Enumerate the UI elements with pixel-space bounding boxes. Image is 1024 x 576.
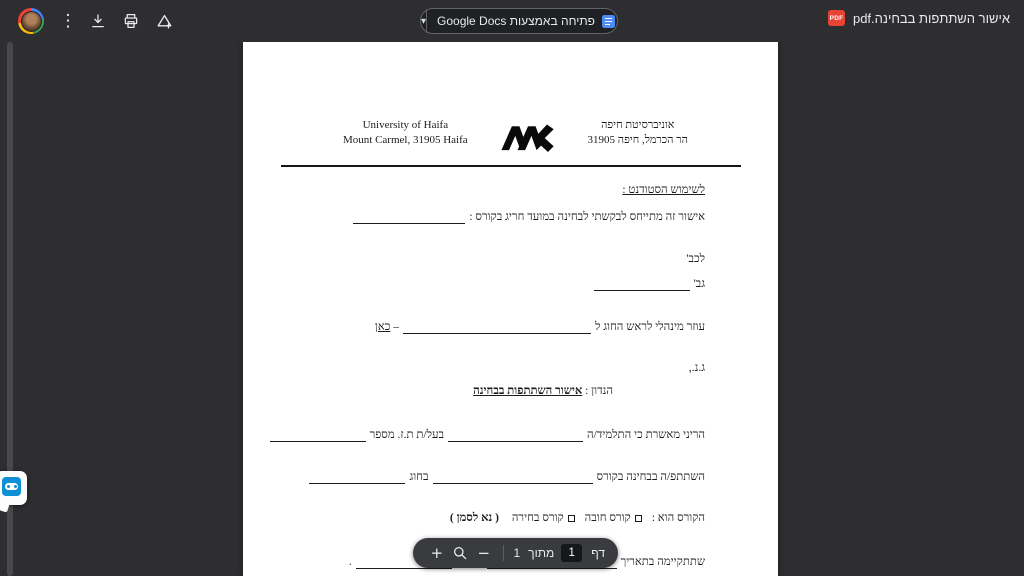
- university-address-en: Mount Carmel, 31905 Haifa: [343, 134, 468, 146]
- blank-id-field: [270, 431, 366, 442]
- teamviewer-overlay-button[interactable]: [0, 471, 27, 505]
- course-type-line: הקורס הוא :קורס חובהקורס בחירה ( נא לסמן ): [449, 512, 705, 524]
- admin-line: עוזר מינהלי לראש החוג ל– כאן: [374, 321, 705, 333]
- university-name-he: אוניברסיטת חיפה: [601, 119, 675, 132]
- ms-line: גב': [590, 278, 705, 290]
- page-label: דף: [591, 546, 606, 560]
- open-with-label: פתיחה באמצעות Google Docs: [437, 14, 595, 28]
- request-line: אישור זה מתייחס לבקשתי לבחינה במועד חריג בקורס :: [349, 211, 705, 223]
- please-mark-note: ( נא לסמן ): [449, 512, 499, 524]
- zoom-out-button[interactable]: −: [477, 544, 491, 562]
- letterhead: [343, 114, 688, 152]
- letterhead-divider: [281, 165, 741, 167]
- mandatory-label: קורס חובה: [584, 512, 631, 524]
- confirm-line: הריני מאשרת כי התלמיד/הבעל/ת ת.ז. מספר: [266, 429, 705, 441]
- top-toolbar: [0, 0, 1024, 42]
- open-with-google-docs[interactable]: [427, 9, 625, 33]
- page-number-input[interactable]: [561, 544, 582, 562]
- blank-exam-department-field: [309, 473, 405, 484]
- more-options-icon[interactable]: ⋮: [59, 10, 77, 31]
- open-with-button[interactable]: [420, 8, 618, 34]
- letterhead-hebrew: [588, 118, 689, 148]
- file-name: אישור השתתפות בבחינה.pdf: [852, 10, 1010, 26]
- download-icon[interactable]: [88, 11, 108, 31]
- pager-divider: [503, 545, 504, 561]
- zoom-magnifier-icon[interactable]: [448, 545, 473, 561]
- university-address-he: הר הכרמל, חיפה 31905: [587, 134, 688, 146]
- file-title-area: [828, 10, 1010, 26]
- subject-line: הנדון : אישור השתתפות בבחינה: [473, 385, 613, 397]
- open-with-dropdown-arrow-icon[interactable]: ▾: [421, 9, 427, 33]
- letterhead-english: [343, 118, 468, 148]
- blank-name-field: [594, 280, 690, 291]
- exam-line: השתתפ/ה בבחינה בקורסבחוג: [305, 471, 705, 483]
- greeting-line: ג.נ.,: [688, 362, 705, 374]
- add-to-drive-icon[interactable]: [154, 11, 174, 31]
- university-name-en: University of Haifa: [362, 119, 449, 132]
- blank-student-name-field: [448, 431, 583, 442]
- elective-label: קורס בחירה: [511, 512, 564, 524]
- mandatory-checkbox: [635, 515, 642, 522]
- account-avatar[interactable]: [18, 8, 44, 34]
- university-of-haifa-logo: [499, 114, 557, 152]
- blank-course-field: [353, 213, 465, 224]
- elective-checkbox: [568, 515, 575, 522]
- zoom-in-button[interactable]: +: [430, 544, 444, 562]
- pdf-page: [243, 42, 778, 576]
- blank-exam-course-field: [433, 473, 593, 484]
- blank-department-field: [403, 323, 591, 334]
- google-docs-icon: [602, 15, 615, 28]
- teamviewer-icon: [2, 477, 21, 496]
- date-line: שתתקיימה בתאריך.: [348, 556, 705, 568]
- here-word: כאן: [374, 321, 391, 333]
- to-line: לכב': [686, 253, 705, 265]
- subject-title: אישור השתתפות בבחינה: [473, 385, 583, 397]
- avatar-photo: [21, 11, 42, 32]
- pdf-file-icon: PDF: [828, 10, 845, 26]
- page-zoom-toolbar: [413, 538, 618, 568]
- student-use-heading: לשימוש הסטודנט :: [622, 184, 705, 196]
- of-label: מתוך: [528, 546, 555, 560]
- total-pages: 1: [513, 546, 521, 560]
- print-icon[interactable]: [121, 11, 141, 31]
